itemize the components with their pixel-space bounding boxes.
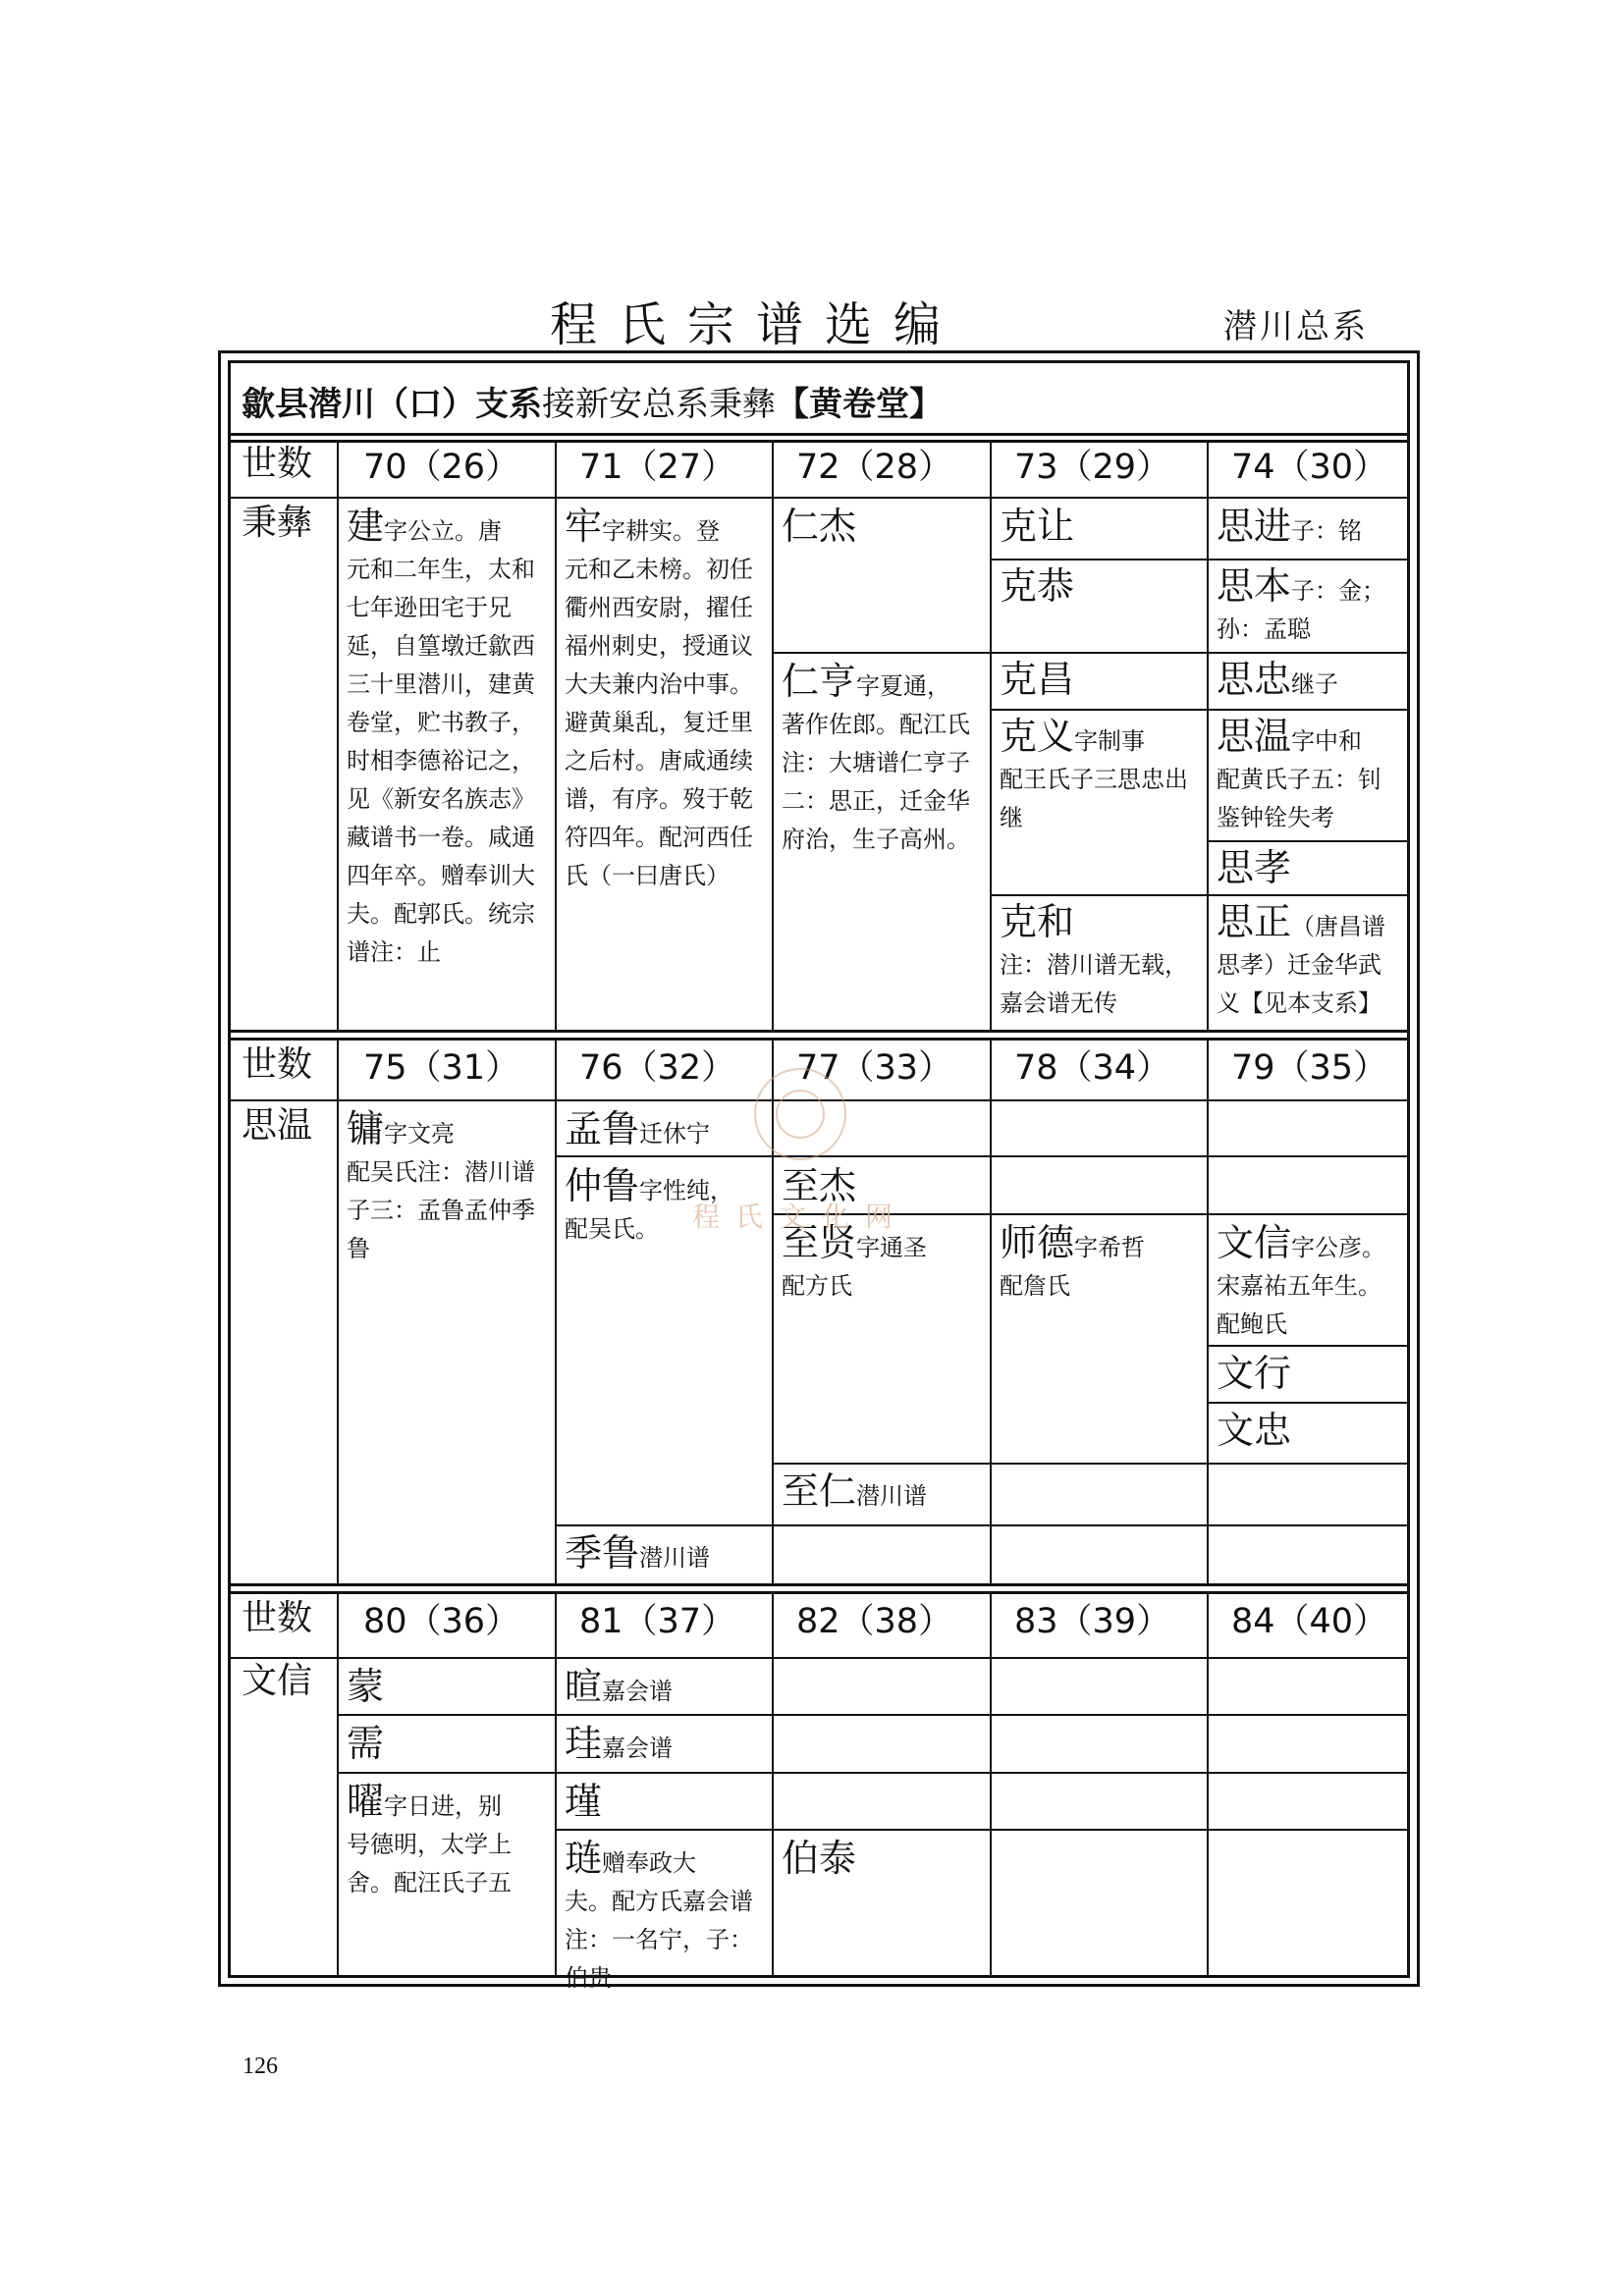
entry-zhonglu: 仲鲁字性纯， 配吴氏。 xyxy=(565,1164,734,1243)
table1-gen-74: 74（30） xyxy=(1231,448,1388,487)
entry-menglu: 孟鲁迁休宁 xyxy=(565,1107,711,1150)
table1-gen-73: 73（29） xyxy=(1014,448,1171,487)
page-subtitle: 潜川总系 xyxy=(1223,307,1369,347)
table3-gen-84: 84（40） xyxy=(1231,1602,1388,1641)
table2-gen-76: 76（32） xyxy=(579,1048,736,1088)
entry-zhiren: 至仁潜川谱 xyxy=(782,1469,928,1513)
watermark-seal-inner-icon xyxy=(776,1090,825,1139)
entry-yong: 镛字文亮 配吴氏注：潜川谱子三：孟鲁孟仲季鲁 xyxy=(347,1107,535,1262)
table3-gen-82: 82（38） xyxy=(796,1602,953,1641)
entry-zhijie: 至杰 xyxy=(782,1164,857,1207)
branch-name: 歙县潜川（口）支系 xyxy=(242,385,542,424)
entry-renjie: 仁杰 xyxy=(782,505,857,548)
entry-gui: 珪嘉会谱 xyxy=(565,1722,674,1765)
table3-gen-83: 83（39） xyxy=(1014,1602,1171,1641)
table3-gen-81: 81（37） xyxy=(579,1602,736,1641)
entry-sizhong: 思忠继子 xyxy=(1217,658,1339,701)
table1-gen-71: 71（27） xyxy=(579,448,736,487)
entry-yao: 曜字日进，别 号德明，太学上舍。配汪氏子五 xyxy=(347,1780,512,1896)
table2-gen-77: 77（33） xyxy=(796,1048,953,1088)
table2-ancestor: 思温 xyxy=(242,1105,313,1146)
entry-kechang: 克昌 xyxy=(1000,658,1075,701)
entry-lao: 牢字耕实。登 元和乙未榜。初任衢州西安尉，擢任福州刺史，授通议大夫兼内治中事。避黄巢乱，复迁里之后村。唐咸通续谱，有序。歿于乾符四年。配河西任氏（一曰唐氏） xyxy=(565,505,753,889)
entry-keyi: 克义字制事 配王氏子三思忠出继 xyxy=(1000,715,1188,831)
table3-label: 世数 xyxy=(242,1598,313,1638)
entry-kehe: 克和 注：潜川谱无载，嘉会谱无传 xyxy=(1000,900,1188,1017)
entry-sijin: 思进子：铭 xyxy=(1217,505,1363,548)
table3-ancestor: 文信 xyxy=(242,1661,313,1701)
branch-header xyxy=(242,377,943,425)
entry-jin: 瑾 xyxy=(565,1780,603,1823)
table2-label: 世数 xyxy=(242,1044,313,1085)
entry-shide: 师德字希哲 配詹氏 xyxy=(1000,1221,1146,1300)
entry-meng: 蒙 xyxy=(347,1665,385,1708)
entry-siben: 思本子：金； 孙：孟聪 xyxy=(1217,564,1386,643)
hall-name: 【黄卷堂】 xyxy=(776,385,943,424)
entry-renheng: 仁亨字夏通， 著作佐郎。配江氏注：大塘谱仁亨子二：思正，迁金华府治，生子高州。 xyxy=(782,660,970,853)
table2-gen-79: 79（35） xyxy=(1231,1048,1388,1088)
page-title: 程氏宗谱选编 xyxy=(550,297,963,352)
entry-botai: 伯泰 xyxy=(782,1837,857,1880)
table2-gen-78: 78（34） xyxy=(1014,1048,1171,1088)
entry-xu: 需 xyxy=(347,1722,385,1765)
table1-label: 世数 xyxy=(242,444,313,484)
page-number: 126 xyxy=(243,2054,278,2079)
table1-gen-72: 72（28） xyxy=(796,448,953,487)
entry-xuan: 暄嘉会谱 xyxy=(565,1665,674,1708)
entry-kerang: 克让 xyxy=(1000,505,1075,548)
entry-kegong: 克恭 xyxy=(1000,564,1075,608)
table1-gen-70: 70（26） xyxy=(363,448,520,487)
entry-zhixian: 至贤字通圣 配方氏 xyxy=(782,1221,928,1300)
watermark-text: 程氏文化网 xyxy=(692,1201,909,1233)
table3-gen-80: 80（36） xyxy=(363,1602,520,1641)
table2-gen-75: 75（31） xyxy=(363,1048,520,1088)
entry-siwen: 思温字中和 配黄氏子五：钊鉴钟铨失考 xyxy=(1217,715,1381,831)
entry-sizheng: 思正（唐昌谱 思孝）迁金华武义【见本支系】 xyxy=(1217,900,1386,1017)
entry-wenxin: 文信字公彦。 宋嘉祐五年生。配鲍氏 xyxy=(1217,1221,1386,1338)
entry-sixiao: 思孝 xyxy=(1217,846,1292,889)
entry-lian: 琏赠奉政大 夫。配方氏嘉会谱注：一名宁，子：伯贵 xyxy=(565,1837,753,1992)
entry-wenzhong: 文忠 xyxy=(1217,1409,1292,1452)
entry-wenxing: 文行 xyxy=(1217,1352,1292,1395)
table1-ancestor: 秉彝 xyxy=(242,503,313,543)
entry-jilu: 季鲁潜川谱 xyxy=(565,1531,711,1575)
branch-connect: 接新安总系秉彝 xyxy=(542,385,776,424)
entry-jian: 建字公立。唐 元和二年生，太和七年逊田宅于兄延，自篁墩迁歙西三十里潜川，建黄卷堂，贮书教子，时相李德裕记之，见《新安名族志》藏谱书一卷。咸通四年卒。赠奉训大夫。配郭氏。统宗谱注：止 xyxy=(347,505,535,966)
